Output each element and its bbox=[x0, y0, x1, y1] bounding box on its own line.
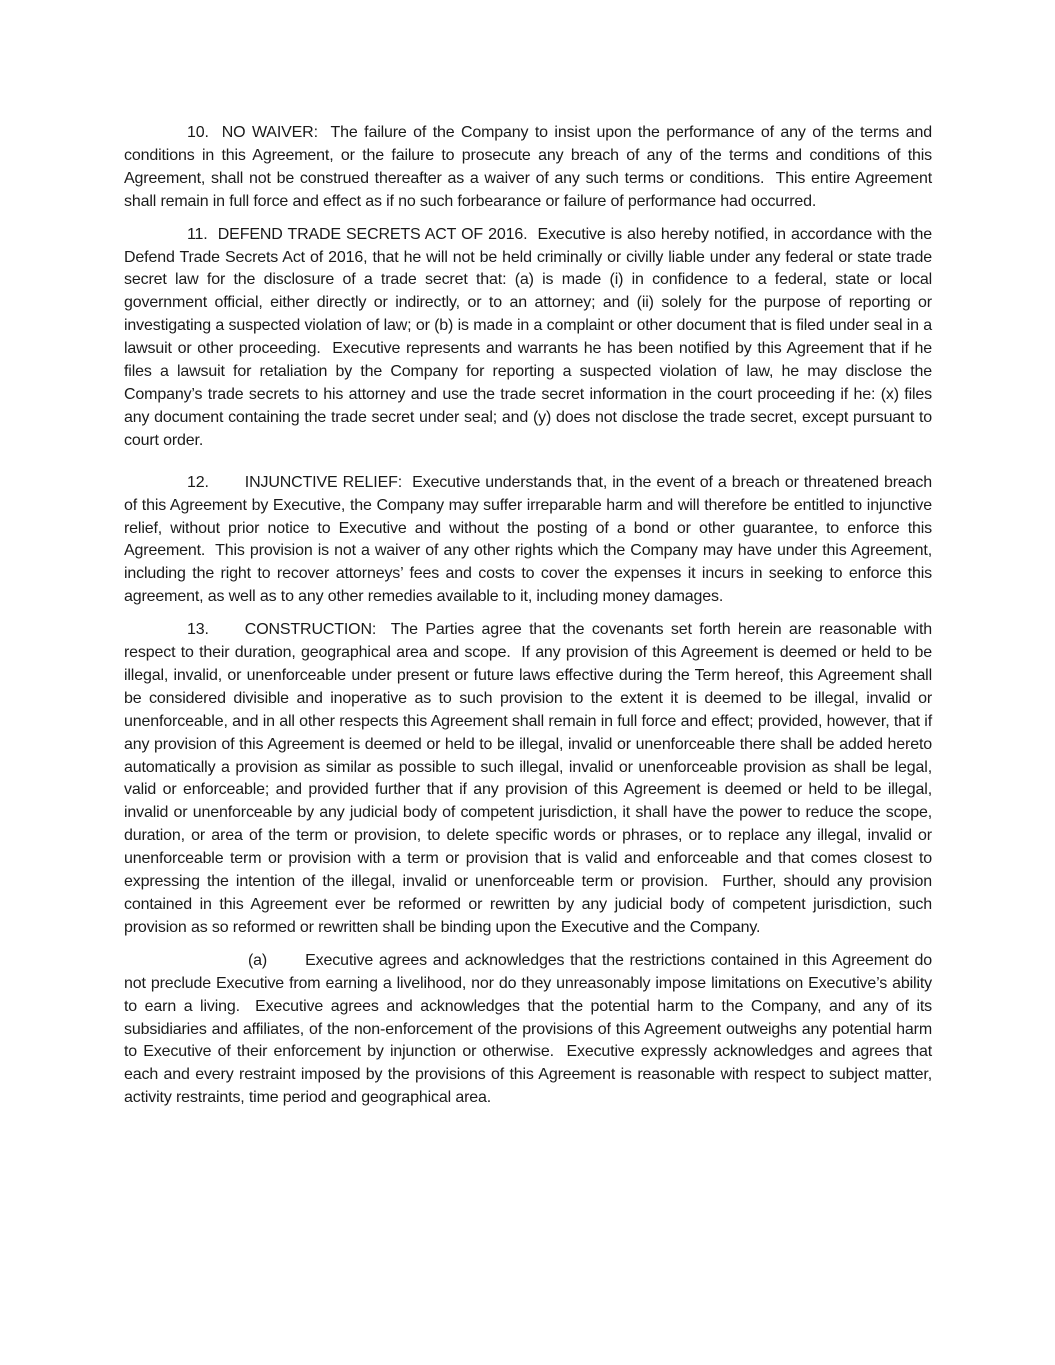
section-body: Executive understands that, in the event of a breach or threatened breach of this Agreement by Executive, the Company may suffer irreparable harm and will therefore be entitled to injunctive relief, without prior notice to Executive and without the posting of a bond or other guarantee, to enforce this Agreement. This provision is not a waiver of any other rights which the Company may have under this Agreement, including the right to recover attorneys’ fees and costs to cover the expenses it incurs in seeking to enforce this agreement, as well as to any other remedies available to it, including money damages. bbox=[124, 473, 937, 606]
section-separator bbox=[208, 226, 218, 243]
section-body: The Parties agree that the covenants set forth herein are reasonable with respect to their duration, geographical area and scope. If any provision of this Agreement is deemed or held to be illegal, invalid, or unenforceable under present or future laws effective during the Term hereof, this Agreement shall be considered divisible and inoperative as to such provision to the extent it is deemed to be illegal, invalid or unenforceable, and in all other respects this Agreement shall remain in full force and effect; provided, however, that if any provision of this Agreement is deemed or held to be illegal, invalid or unenforceable there shall be added hereto automatically a provision as similar as possible to such illegal, invalid or unenforceable provision as shall be legal, valid or enforceable; and provided further that if any provision of this Agreement is deemed or held to be illegal, invalid or unenforceable by any judicial body of competent jurisdiction, it shall have the power to reduce the scope, duration, or area of the term or provision, to delete specific words or phrases, or to replace any illegal, invalid or unenforceable term or provision with a term or provision that is valid and enforceable and that comes closest to expressing the intention of the illegal, invalid or unenforceable term or provision. Further, should any provision contained in this Agreement ever be reformed or rewritten by any judicial body of competent jurisdiction, such provision as so reformed or rewritten shall be binding upon the Executive and the Company. bbox=[124, 621, 937, 936]
section-11-defend-trade-secrets bbox=[124, 224, 937, 453]
section-heading: CONSTRUCTION: bbox=[244, 621, 377, 639]
section-number: 13. bbox=[187, 621, 209, 639]
subsection-13a bbox=[124, 950, 937, 1110]
section-heading: DEFEND TRADE SECRETS ACT OF 2016. bbox=[217, 225, 528, 243]
section-10-no-waiver bbox=[124, 122, 937, 214]
section-heading: NO WAIVER: bbox=[221, 124, 318, 141]
section-number: 12. bbox=[187, 473, 209, 491]
section-body: The failure of the Company to insist upon the performance of any of the terms and conditions in this Agreement, or the failure to prosecute any breach of any of the terms and conditions of this Agreement, shall not be construed thereafter as a waiver of any such terms or conditions. This entire Agreement shall remain in full force and effect as if no such forbearance or failure of performance had occurred. bbox=[124, 124, 937, 210]
section-13-construction bbox=[124, 619, 937, 940]
section-body: Executive agrees and acknowledges that the restrictions contained in this Agreement do not preclude Executive from earning a livelihood, nor do they unreasonably impose limitations on Executive’s ability to earn a living. Executive agrees and acknowledges that the potential harm to the Company, and any of its subsidiaries and affiliates, of the non-enforcement of the provisions of this Agreement outweighs any potential harm to Executive of their enforcement by injunction or otherwise. Executive expressly acknowledges and agrees that each and every restraint imposed by the provisions of this Agreement is reasonable with respect to subject matter, activity restraints, time period and geographical area. bbox=[124, 951, 937, 1107]
section-separator bbox=[209, 124, 222, 141]
section-body: Executive is also hereby notified, in accordance with the Defend Trade Secrets Act of 2016, that he will not be held criminally or civilly liable under any federal or state trade secret law for the disclosure of a trade secret that: (a) is made (i) in confidence to a federal, state or local government official, either directly or indirectly, or to an attorney; and (ii) solely for the purpose of reporting or investigating a suspected violation of law; or (b) is made in a complaint or other document that is filed under seal in a lawsuit or other proceeding. Executive represents and warrants he has been notified by this Agreement that if he files a lawsuit for retaliation by the Company for reporting a suspected violation of law, he may disclose the Company’s trade secrets to his attorney and use the trade secret information in the court proceeding if he: (x) files any document containing the trade secret under seal; and (y) does not disclose the trade secret, except pursuant to court order. bbox=[124, 225, 937, 449]
section-number: 10. bbox=[187, 124, 209, 141]
section-heading: INJUNCTIVE RELIEF: bbox=[244, 473, 403, 491]
section-12-injunctive-relief bbox=[124, 472, 937, 609]
document-page bbox=[124, 122, 937, 1110]
subsection-label: (a) bbox=[248, 951, 268, 969]
section-number: 11. bbox=[187, 225, 208, 243]
